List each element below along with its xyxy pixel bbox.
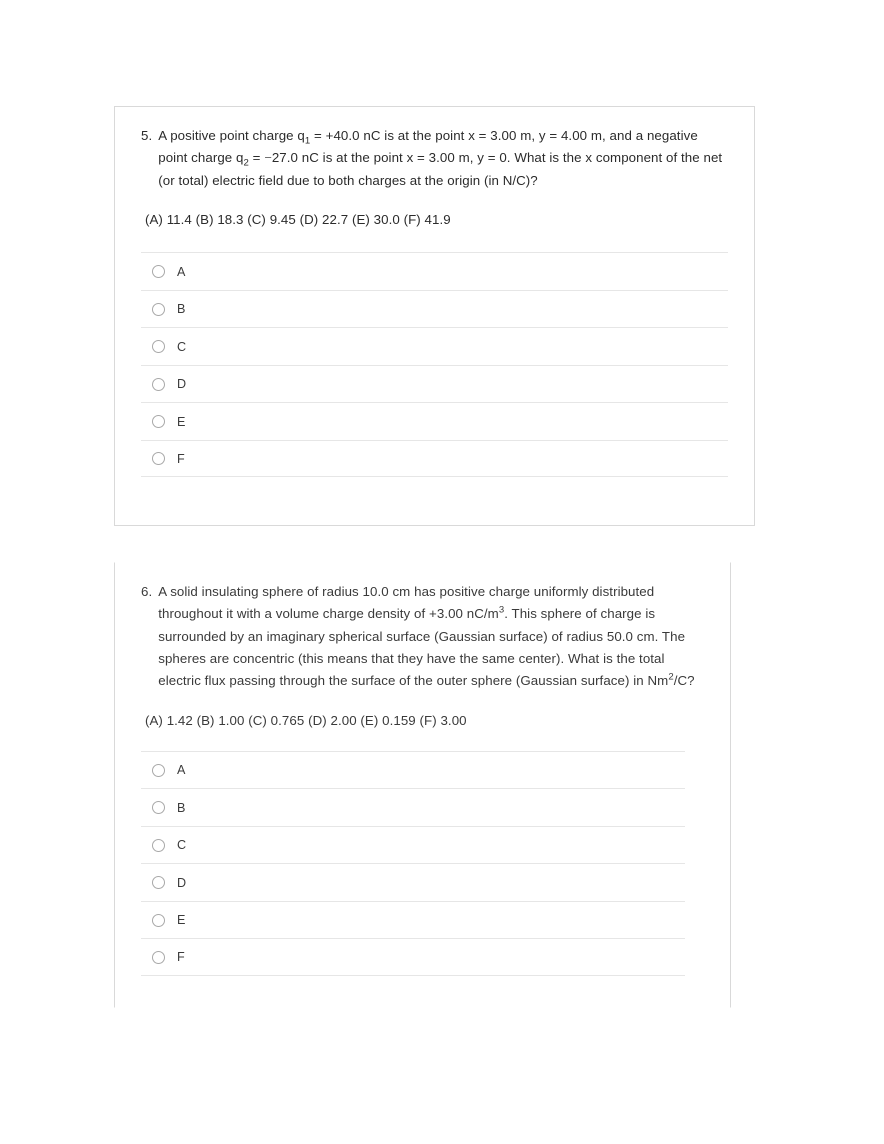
q5-subscript-1: 1 <box>304 135 311 147</box>
radio-icon[interactable] <box>152 340 165 353</box>
option-row-f[interactable] <box>141 440 728 478</box>
question-6-stem <box>141 581 704 693</box>
radio-icon[interactable] <box>152 951 165 964</box>
question-5-options <box>141 252 728 477</box>
q6-seg-2: . This sphere of charge is surrounded by an imaginary spherical surface (Gaussian surface) of radius 50.0 cm. The spheres are concentric (this means that they have the same center). What is the total electric flux passing through the surface of the outer sphere (Gaussian surface) in Nm <box>158 606 686 689</box>
question-card-6 <box>114 562 731 1008</box>
q5-seg-1: A positive point charge q <box>158 128 305 143</box>
option-row-d[interactable] <box>141 365 728 403</box>
option-label: A <box>177 763 186 778</box>
option-row-f[interactable] <box>141 938 685 976</box>
option-label: C <box>177 838 187 853</box>
q6-seg-3: /C? <box>673 673 695 689</box>
option-label: D <box>177 875 187 890</box>
option-row-b[interactable] <box>141 290 728 328</box>
option-row-d[interactable] <box>141 863 685 901</box>
option-label: D <box>177 377 187 391</box>
question-card-5 <box>114 106 755 526</box>
q5-seg-4: 27.0 nC is at the point x = 3.00 m, y = 0. What is the x component of the net (or total) electric field due to both charges at the origin (in N/C)? <box>158 150 723 188</box>
option-row-c[interactable] <box>141 327 728 365</box>
option-row-e[interactable] <box>141 901 685 939</box>
question-6-body <box>115 563 730 976</box>
radio-icon[interactable] <box>152 914 165 927</box>
question-6-answer-key-line: (A) 1.42 (B) 1.00 (C) 0.765 (D) 2.00 (E) 0.159 (F) 3.00 <box>145 712 467 728</box>
radio-icon[interactable] <box>152 839 165 852</box>
option-label: A <box>177 264 186 279</box>
option-label: F <box>177 451 185 466</box>
option-row-b[interactable] <box>141 788 685 826</box>
radio-icon[interactable] <box>152 303 165 316</box>
radio-icon[interactable] <box>152 801 165 814</box>
question-5-answer-key-line: (A) 11.4 (B) 18.3 (C) 9.45 (D) 22.7 (E) 30.0 (F) 41.9 <box>145 211 451 227</box>
q5-seg-2: = +40.0 nC is at the point x = 3.00 m, y = 4.00 m, and a negative point charge q <box>158 128 698 166</box>
option-row-c[interactable] <box>141 826 685 864</box>
option-label: C <box>177 339 187 354</box>
radio-icon[interactable] <box>152 415 165 428</box>
option-label: E <box>177 414 186 429</box>
radio-icon[interactable] <box>152 265 165 278</box>
question-6-text <box>158 581 704 693</box>
q5-minus-sign: − <box>264 150 272 166</box>
question-5-text <box>158 125 728 192</box>
q5-seg-3: = <box>248 150 265 166</box>
option-label: E <box>177 913 186 928</box>
question-6-options <box>141 751 685 976</box>
option-label: F <box>177 950 185 965</box>
radio-icon[interactable] <box>152 876 165 889</box>
option-label: B <box>177 302 186 316</box>
option-row-a[interactable] <box>141 751 685 789</box>
q6-superscript-2: 2 <box>668 671 674 683</box>
question-6-number: 6. <box>141 584 153 599</box>
q6-superscript-1: 3 <box>498 604 505 616</box>
option-label: B <box>177 800 186 815</box>
option-row-e[interactable] <box>141 402 728 440</box>
question-5-stem <box>141 125 728 192</box>
radio-icon[interactable] <box>152 452 165 465</box>
q5-subscript-2: 2 <box>243 157 249 169</box>
radio-icon[interactable] <box>152 378 165 391</box>
q6-seg-1: A solid insulating sphere of radius 10.0 cm has positive charge uniformly distributed throughout it with a volume charge density of +3.00 nC/m <box>158 584 655 622</box>
option-row-a[interactable] <box>141 252 728 290</box>
question-5-number: 5. <box>141 128 153 143</box>
radio-icon[interactable] <box>152 764 165 777</box>
question-5-body <box>115 107 754 477</box>
